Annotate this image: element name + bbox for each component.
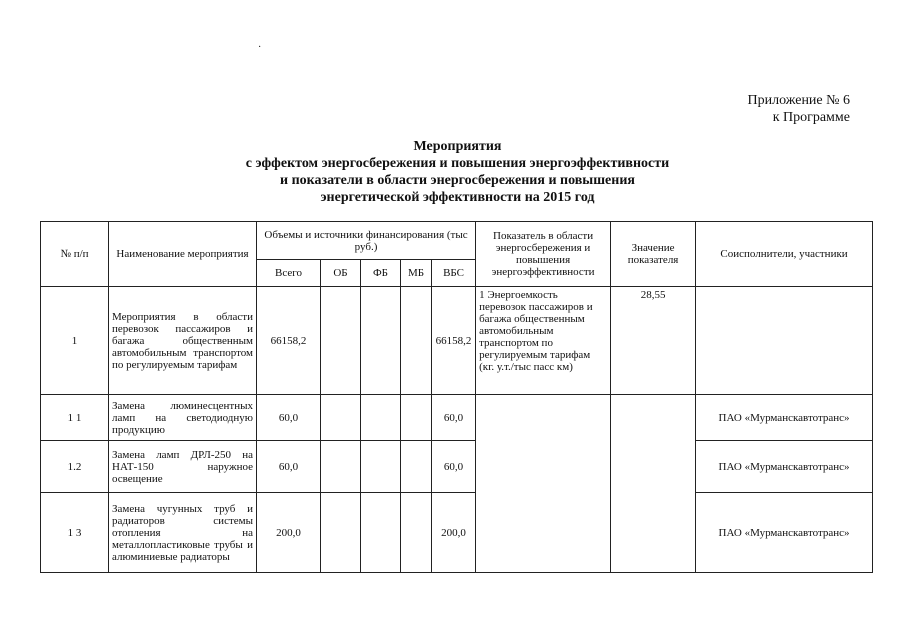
row-participants: ПАО «Мурманскавтотранс» [696, 395, 873, 441]
table-row [41, 441, 873, 493]
row-fb [361, 287, 401, 395]
row-mb [401, 395, 432, 441]
table-row [41, 287, 873, 395]
row-num: 1 [41, 287, 109, 395]
row-participants: ПАО «Мурманскавтотранс» [696, 441, 873, 493]
row-ob [321, 441, 361, 493]
row-participants [696, 287, 873, 395]
row-indicator: 1 Энергоемкость перевозок пассажиров и багажа общественным автомобильным транспортом по регулируемым тарифам (кг. у.т./тыс пасс км) [476, 287, 611, 395]
header-row-1 [41, 222, 873, 260]
merged-indicator-cell [476, 395, 611, 573]
row-fb [361, 493, 401, 573]
appendix-label [748, 92, 851, 126]
row-vbs: 66158,2 [432, 287, 476, 395]
row-mb [401, 287, 432, 395]
header-name: Наименование мероприятия [109, 222, 257, 287]
row-fb [361, 441, 401, 493]
measures-table [40, 221, 873, 573]
row-participants: ПАО «Мурманскавтотранс» [696, 493, 873, 573]
row-name: Замена ламп ДРЛ-250 на НАТ-150 наружное освещение [109, 441, 257, 493]
row-name: Замена чугунных труб и радиаторов системы отопления на металлопластиковые трубы и алюминиевые радиаторы [109, 493, 257, 573]
title-line-4: энергетической эффективности на 2015 год [320, 190, 595, 205]
row-num: 1 3 [41, 493, 109, 573]
document-title [200, 138, 715, 206]
row-vbs: 200,0 [432, 493, 476, 573]
row-total: 200,0 [257, 493, 321, 573]
row-mb [401, 493, 432, 573]
row-num: 1 1 [41, 395, 109, 441]
header-vbs: ВБС [432, 260, 476, 287]
title-line-2: с эффектом энергосбережения и повышения энергоэффективности [245, 156, 670, 171]
table-row [41, 395, 873, 441]
row-name: Замена люминесцентных ламп на светодиодную продукцию [109, 395, 257, 441]
row-value: 28,55 [611, 287, 696, 395]
appendix-reference: к Программе [772, 110, 850, 125]
row-ob [321, 395, 361, 441]
header-total: Всего [257, 260, 321, 287]
row-total: 60,0 [257, 441, 321, 493]
header-participants: Соисполнители, участники [696, 222, 873, 287]
scan-speck: · [258, 42, 262, 53]
row-name: Мероприятия в области перевозок пассажиров и багажа общественным автомобильным транспортом по регулируемым тарифам [109, 287, 257, 395]
row-vbs: 60,0 [432, 395, 476, 441]
row-ob [321, 287, 361, 395]
merged-value-cell [611, 395, 696, 573]
header-indicator: Показатель в области энергосбережения и повышения энергоэффективности [476, 222, 611, 287]
header-ob: ОБ [321, 260, 361, 287]
title-line-1: Мероприятия [413, 139, 502, 154]
row-total: 60,0 [257, 395, 321, 441]
header-funding: Объемы и источники финансирования (тыс руб.) [257, 222, 476, 260]
header-num: № п/п [41, 222, 109, 287]
table-row [41, 493, 873, 573]
header-fb: ФБ [361, 260, 401, 287]
title-line-3: и показатели в области энергосбережения и повышения [280, 173, 635, 188]
row-fb [361, 395, 401, 441]
row-mb [401, 441, 432, 493]
row-total: 66158,2 [257, 287, 321, 395]
header-mb: МБ [401, 260, 432, 287]
appendix-number: Приложение № 6 [747, 93, 850, 108]
row-num: 1.2 [41, 441, 109, 493]
header-value: Значение показателя [611, 222, 696, 287]
row-vbs: 60,0 [432, 441, 476, 493]
row-ob [321, 493, 361, 573]
